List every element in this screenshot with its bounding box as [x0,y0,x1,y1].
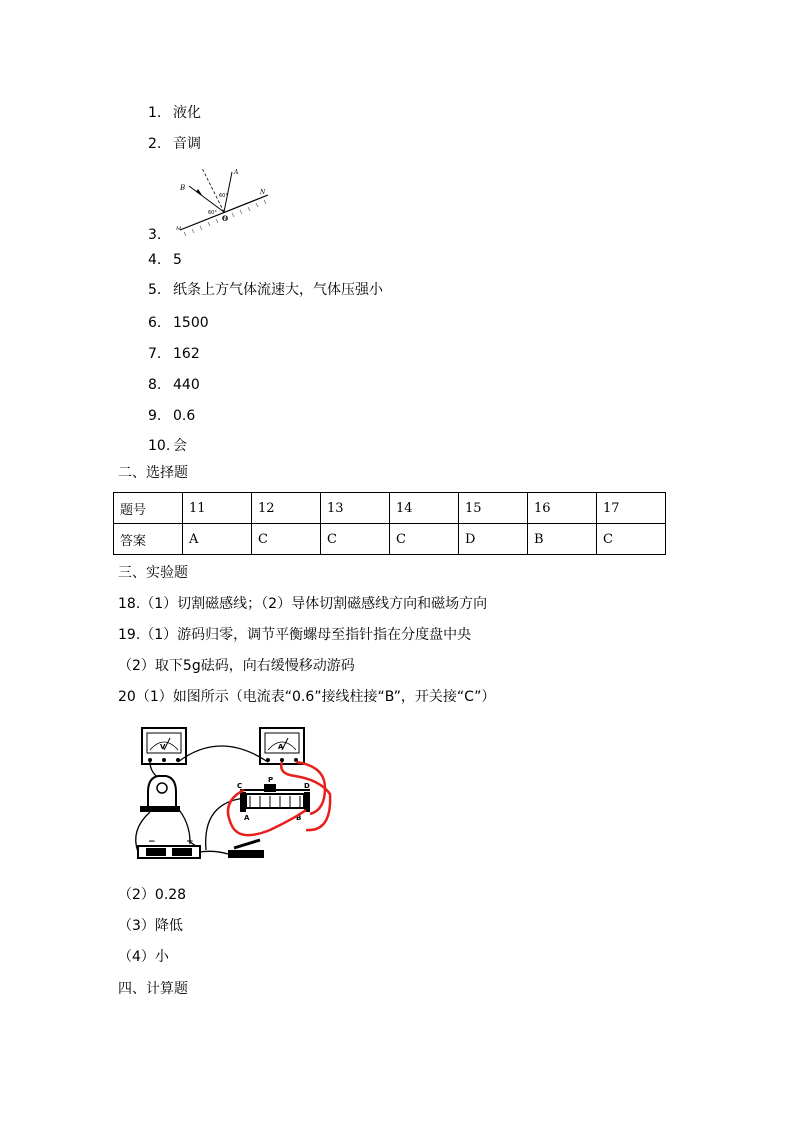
table-cell: C [390,524,459,555]
table-cell: C [597,524,666,555]
answer-table [113,492,666,555]
table-cell: C [321,524,390,555]
item-number: 4. [148,252,162,268]
item-answer: 会 [173,438,187,454]
item-answer: 液化 [173,105,201,121]
table-row [114,524,666,555]
voltmeter-label: V [160,743,166,751]
label-angle-1: 60° [208,210,217,216]
item-number: 3. [148,227,162,243]
table-cell: D [459,524,528,555]
table-cell: 答案 [114,524,183,555]
rheostat-label-b: B [296,814,302,822]
answer-20-3: （3）降低 [118,918,183,934]
item-number: 5. [148,282,162,298]
item-answer: 1500 [173,315,209,331]
battery-minus: − [148,837,156,847]
table-cell: 13 [321,493,390,524]
item-number: 2. [148,136,162,152]
section-title-calculation: 四、计算题 [118,981,188,997]
circuit-diagram [120,722,340,870]
light-bulb [140,776,180,812]
table-cell: 题号 [114,493,183,524]
item-number: 6. [148,315,162,331]
battery-plus: + [186,837,194,847]
answer-19-2: （2）取下5g砝码，向右缓慢移动游码 [118,658,355,674]
label-a: A [234,169,239,176]
table-cell: 16 [528,493,597,524]
item-number: 7. [148,346,162,362]
item-answer: 162 [173,346,200,362]
label-angle-2: 60° [219,193,228,199]
table-cell: 14 [390,493,459,524]
section-title-choice: 二、选择题 [118,465,188,481]
table-cell: C [252,524,321,555]
answer-20-2: （2）0.28 [118,887,187,903]
table-cell: 15 [459,493,528,524]
label-m: M [176,226,182,232]
section-title-experiment: 三、实验题 [118,565,188,581]
rheostat-label-a: A [244,814,250,822]
table-cell: B [528,524,597,555]
rheostat-label-d: D [304,782,310,790]
table-row [114,493,666,524]
label-b: B [180,184,186,192]
answer-20-4: （4）小 [118,949,169,965]
table-cell: 11 [183,493,252,524]
rheostat-label-p: P [268,776,274,784]
reflection-diagram [172,164,272,238]
ammeter [260,728,304,764]
item-answer: 440 [173,377,200,393]
answer-20-1: 20（1）如图所示（电流表“0.6”接线柱接“B”，开关接“C”） [118,689,496,705]
label-o: O [222,214,229,223]
item-number: 9. [148,408,162,424]
item-answer: 5 [173,252,182,268]
table-cell: 17 [597,493,666,524]
table-cell: 12 [252,493,321,524]
answer-19-1: 19.（1）游码归零，调节平衡螺母至指针指在分度盘中央 [118,627,472,643]
item-answer: 音调 [173,136,201,152]
battery [138,837,200,858]
rheostat-label-c: C [237,782,243,790]
switch [228,840,264,858]
voltmeter [142,728,186,764]
table-cell: A [183,524,252,555]
item-answer: 纸条上方气体流速大，气体压强小 [173,282,383,298]
answer-18: 18.（1）切割磁感线；（2）导体切割磁感线方向和磁场方向 [118,596,488,612]
item-number: 10. [148,438,171,454]
item-number: 1. [148,105,162,121]
item-answer: 0.6 [173,408,196,424]
ammeter-label: A [278,743,284,751]
label-n: N [260,189,266,196]
item-number: 8. [148,377,162,393]
